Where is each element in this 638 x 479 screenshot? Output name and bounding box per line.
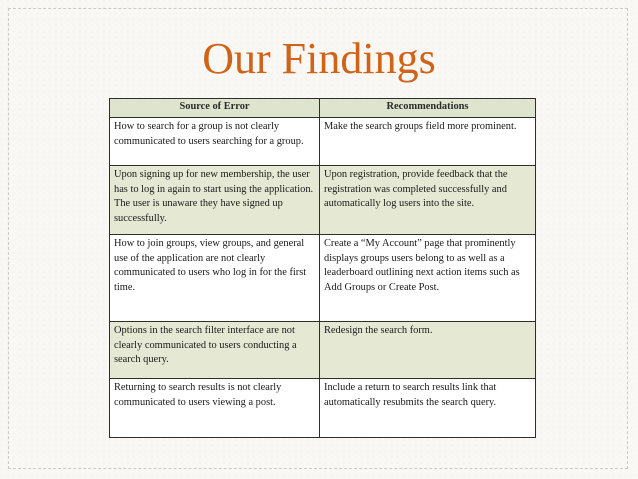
recommendation-cell: Upon registration, provide feedback that the registration was completed successfully and automatically log users into the site. [320, 166, 536, 235]
table-header-row [110, 99, 536, 118]
recommendation-cell: Include a return to search results link that automatically resubmits the search query. [320, 379, 536, 438]
table-row [110, 235, 536, 322]
table-row [110, 166, 536, 235]
source-cell: Upon signing up for new membership, the user has to log in again to start using the application. The user is unaware they have signed up successfully. [110, 166, 320, 235]
recommendation-cell: Redesign the search form. [320, 322, 536, 379]
table-row [110, 322, 536, 379]
recommendation-cell: Make the search groups field more prominent. [320, 118, 536, 166]
header-recommendations: Recommendations [320, 99, 536, 118]
header-source-of-error: Source of Error [110, 99, 320, 118]
slide-title: Our Findings [202, 34, 436, 83]
table-row [110, 118, 536, 166]
source-cell: How to search for a group is not clearly communicated to users searching for a group. [110, 118, 320, 166]
recommendation-cell: Create a “My Account” page that prominently displays groups users belong to as well as a leaderboard outlining next action items such as Add Groups or Create Post. [320, 235, 536, 322]
source-cell: Options in the search filter interface are not clearly communicated to users conducting a search query. [110, 322, 320, 379]
table-row [110, 379, 536, 438]
source-cell: How to join groups, view groups, and general use of the application are not clearly communicated to users who log in for the first time. [110, 235, 320, 322]
source-cell: Returning to search results is not clearly communicated to users viewing a post. [110, 379, 320, 438]
findings-table [109, 98, 536, 438]
